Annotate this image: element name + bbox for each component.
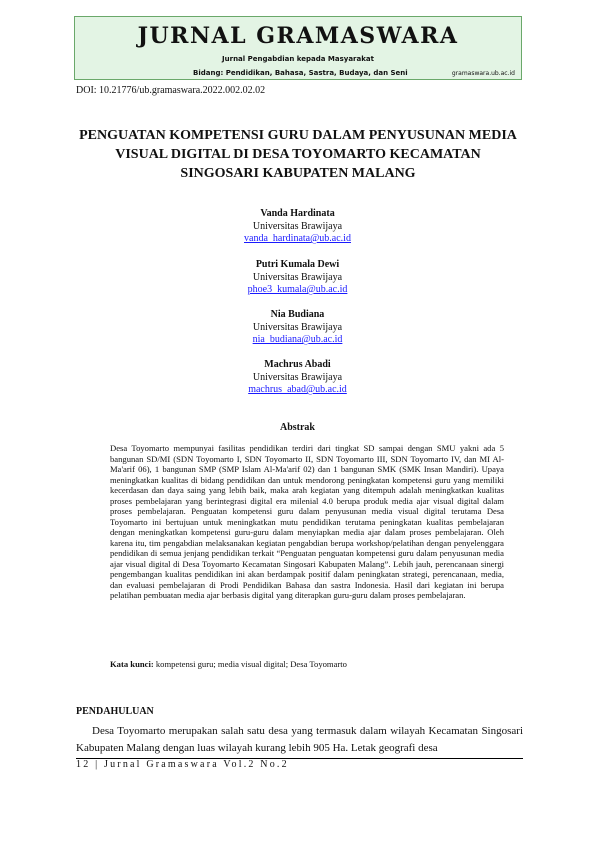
author-email[interactable]: vanda_hardinata@ub.ac.id — [244, 233, 351, 244]
author-email[interactable]: machrus_abad@ub.ac.id — [248, 384, 347, 395]
title-line: PENGUATAN KOMPETENSI GURU DALAM PENYUSUNAN MEDIA — [79, 128, 517, 143]
journal-name: JURNAL GRAMASWARA — [137, 23, 459, 49]
journal-header — [74, 16, 522, 80]
journal-fields: Bidang: Pendidikan, Bahasa, Sastra, Budaya, dan Seni — [193, 69, 408, 77]
author-email[interactable]: phoe3_kumala@ub.ac.id — [247, 284, 348, 295]
paper-title — [60, 126, 536, 183]
author-affiliation: Universitas Brawijaya — [252, 321, 343, 333]
author-block — [0, 309, 595, 347]
author-name: Nia Budiana — [270, 309, 325, 320]
title-line: VISUAL DIGITAL DI DESA TOYOMARTO KECAMATAN — [115, 147, 481, 162]
keywords — [110, 659, 347, 669]
author-affiliation: Universitas Brawijaya — [252, 220, 343, 232]
author-name: Vanda Hardinata — [260, 208, 335, 219]
author-block — [0, 208, 595, 246]
author-name: Putri Kumala Dewi — [255, 259, 340, 270]
section-heading: PENDAHULUAN — [76, 706, 154, 717]
body-paragraph: Desa Toyomarto merupakan salah satu desa yang termasuk dalam wilayah Kecamatan Singosari Kabupaten Malang dengan luas wilayah kurang lebih 905 Ha. Letak geografi desa — [76, 725, 523, 754]
author-block — [0, 359, 595, 397]
abstract-text: Desa Toyomarto mempunyai fasilitas pendidikan terdiri dari tingkat SD sampai dengan SMU yakni ada 5 bangunan SD/MI (SDN Toyomarto I, SDN Toyomarto II, SDN Toyomarto III, SDN Toyomarto IV, dan MI Al-Ma'arif 06), 1 bangunan SMP (SMP Islam Al-Ma'arif 02) dan 1 bangunan SMK (SMK Insan Mandiri). Upaya meningkatkan kualitas di bidang pendidikan dan untuk mendorong peningkatan kompetensi guru yang memiliki kecerdasan dan daya saing yang lebih baik, maka arah kegiatan yang ditempuh adalah meningkatkan kualitas proses pembelajaran yang berintegrasi digital era milenial 4.0 berupa produk media ajar visual digital dalam proses pembelajaran. Penguatan kompetensi guru dalam penyusunan media visual digital terutama Desa Toyomarto ini bertujuan untuk meningkatkan mutu pendidikan terutama peningkatan kualitas pembelajaran dengan meningkatkan kompetensi guru-guru dalam menyiapkan media ajar dalam proses pembelajaran. Oleh karena itu, tim pengabdian melaksanakan kegiatan pengabdian berupa workshop/pelatihan dengan penyelenggara pendidikan di semua jenjang pendidikan terkait “Penguatan penguatan kompetensi guru dalam penyusunan media ajar visual digital di Desa Toyomarto Kecamatan Singosari Kabupaten Malang”. Lebih jauh, perencanaan sinergi pengembangan kualitas pendidikan ini akan berdampak positif dalam peningkatan strategi, perencanaan, media, dan evaluasi pembelajaran di Prodi Pendidikan Bahasa dan sastra Indonesia. Hasil dari kegiatan ini berupa pelatihan pembuatan media ajar berbasis digital yang diterapkan guru-guru dalam proses pembelajaran. — [110, 443, 504, 600]
title-line: SINGOSARI KABUPATEN MALANG — [180, 166, 416, 181]
journal-subtitle: Jurnal Pengabdian kepada Masyarakat — [222, 55, 374, 63]
abstract-heading: Abstrak — [279, 422, 315, 433]
journal-url[interactable]: gramaswara.ub.ac.id — [451, 70, 515, 77]
author-affiliation: Universitas Brawijaya — [252, 371, 343, 383]
keywords-text: kompetensi guru; media visual digital; Desa Toyomarto — [153, 659, 347, 669]
page-footer: 12 | Jurnal Gramaswara Vol.2 No.2 — [76, 759, 289, 770]
doi: DOI: 10.21776/ub.gramaswara.2022.002.02.02 — [76, 85, 266, 96]
author-email[interactable]: nia_budiana@ub.ac.id — [252, 334, 343, 345]
author-affiliation: Universitas Brawijaya — [252, 271, 343, 283]
keywords-label: Kata kunci: — [110, 659, 154, 669]
author-name: Machrus Abadi — [264, 359, 331, 370]
author-block — [0, 259, 595, 297]
